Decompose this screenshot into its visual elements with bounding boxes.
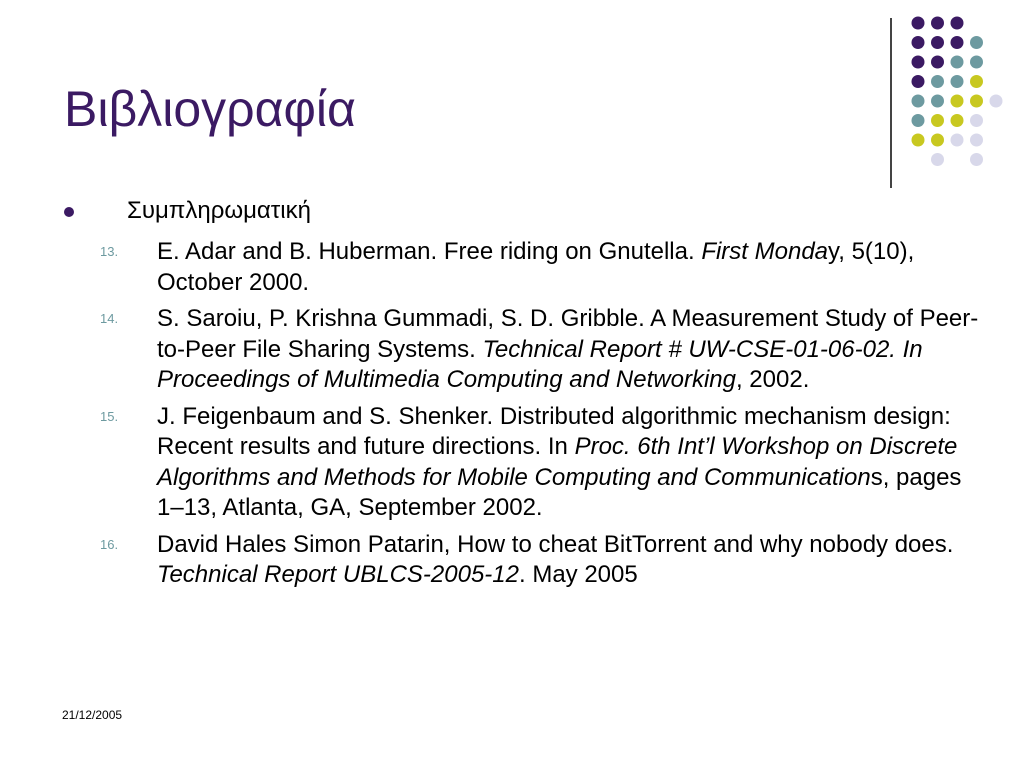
- decorative-dot: [951, 75, 964, 88]
- decorative-dot: [931, 17, 944, 30]
- decorative-dot: [912, 95, 925, 108]
- decorative-dot: [951, 36, 964, 49]
- decorative-dot: [951, 56, 964, 69]
- reference-item: [100, 530, 980, 591]
- bullet-heading: Συμπληρωματική: [127, 197, 311, 224]
- decorative-dot: [951, 134, 964, 147]
- decorative-dot: [970, 95, 983, 108]
- bullet-icon: [64, 207, 74, 217]
- decorative-dot: [931, 114, 944, 127]
- decorative-dot: [951, 114, 964, 127]
- decorative-dot: [912, 134, 925, 147]
- reference-text: David Hales Simon Patarin, How to cheat BitTorrent and why nobody does. Technical Report UBLCS-2005-12. May 2005: [157, 530, 954, 588]
- decorative-dot: [931, 56, 944, 69]
- decorative-dot: [970, 56, 983, 69]
- reference-text: J. Feigenbaum and S. Shenker. Distributed algorithmic mechanism design: Recent results and future directions. In Proc. 6th Int’l Workshop on Discrete Algorithms and Methods for Mobile Computing and Communications, pages 1–13, Atlanta, GA, September 2002.: [157, 402, 962, 521]
- decorative-dot: [931, 36, 944, 49]
- reference-number: 13.: [100, 244, 119, 259]
- decorative-dot: [912, 56, 925, 69]
- decorative-dot: [912, 75, 925, 88]
- reference-item: [100, 237, 980, 298]
- decorative-dot: [931, 153, 944, 166]
- reference-number: 14.: [100, 311, 119, 326]
- decorative-dot: [970, 134, 983, 147]
- divider-line: [890, 18, 892, 188]
- reference-text: S. Saroiu, P. Krishna Gummadi, S. D. Gribble. A Measurement Study of Peer-to-Peer File Sharing Systems. Technical Report # UW-CSE-01-06-02. In Proceedings of Multimedia Computing and Networking, 2002.: [157, 305, 979, 393]
- decorative-dot: [912, 17, 925, 30]
- decorative-dot: [912, 36, 925, 49]
- decorative-dot: [931, 95, 944, 108]
- decorative-dot: [990, 95, 1003, 108]
- decorative-dot: [951, 95, 964, 108]
- decorative-dot: [931, 75, 944, 88]
- reference-item: [100, 304, 980, 396]
- decorative-dot: [970, 114, 983, 127]
- reference-text: E. Adar and B. Huberman. Free riding on Gnutella. First Monday, 5(10), October 2000.: [157, 238, 915, 296]
- decorative-dot: [912, 114, 925, 127]
- slide-title: Βιβλιογραφία: [64, 81, 356, 137]
- reference-number: 15.: [100, 408, 119, 424]
- decorative-dot: [970, 36, 983, 49]
- decorative-dot: [931, 134, 944, 147]
- reference-item: [100, 402, 980, 524]
- footer-date: 21/12/2005: [62, 708, 123, 722]
- decorative-dot: [970, 75, 983, 88]
- decorative-dot: [951, 17, 964, 30]
- reference-list: [100, 237, 980, 597]
- decorative-dot: [970, 153, 983, 166]
- reference-number: 16.: [100, 536, 119, 552]
